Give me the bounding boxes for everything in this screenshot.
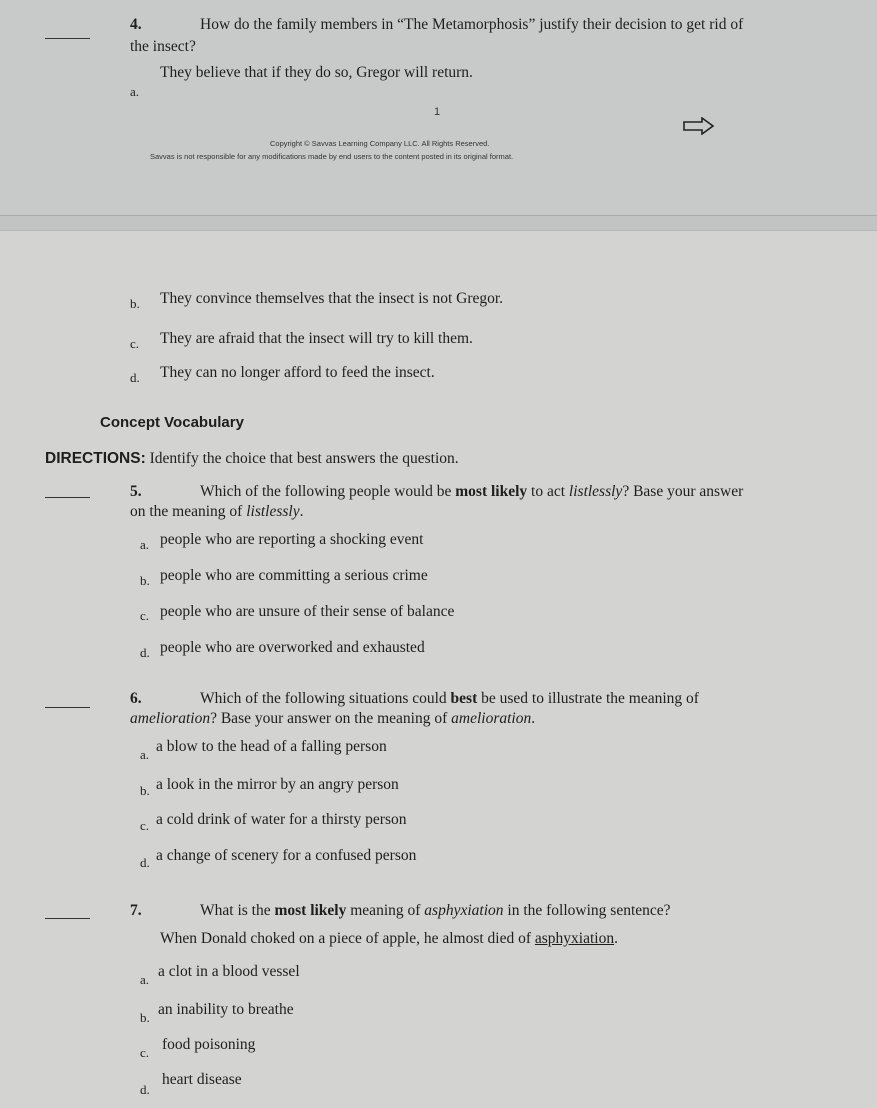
choice-label: c. xyxy=(140,1045,150,1060)
next-arrow-icon[interactable] xyxy=(683,117,715,140)
choice-label: c. xyxy=(140,818,150,833)
emphasis: best xyxy=(450,690,478,707)
answer-blank-4[interactable] xyxy=(45,38,90,39)
choice-label: a. xyxy=(130,84,140,99)
choice-label: b. xyxy=(140,573,150,588)
choice-label: d. xyxy=(140,645,150,660)
question-text xyxy=(200,690,699,708)
emphasis: most likely xyxy=(274,902,347,919)
choice-label: d. xyxy=(140,1082,150,1097)
choice-text: a cold drink of water for a thirsty person xyxy=(156,811,407,828)
text: ? Base your answer xyxy=(622,483,744,500)
choice-label: d. xyxy=(130,370,140,385)
choice-label: b. xyxy=(140,1010,150,1025)
choice-text: people who are reporting a shocking event xyxy=(160,531,424,548)
choice-label: c. xyxy=(140,608,150,623)
question-text: the insect? xyxy=(130,38,196,55)
vocab-word: asphyxiation xyxy=(424,902,504,919)
emphasis: most likely xyxy=(455,483,528,500)
question-number: 6. xyxy=(130,690,142,707)
choice-label: b. xyxy=(140,783,150,798)
choice-text: a change of scenery for a confused person xyxy=(156,847,417,864)
text: . xyxy=(299,503,304,520)
choice-text: food poisoning xyxy=(162,1036,256,1053)
choice-text: a clot in a blood vessel xyxy=(158,963,300,980)
page-break xyxy=(0,215,877,231)
question-text xyxy=(200,483,743,501)
choice-label: c. xyxy=(130,336,140,351)
choice-label: a. xyxy=(140,972,150,987)
directions-label: DIRECTIONS: xyxy=(45,450,146,467)
choice-text: They convince themselves that the insect is not Gregor. xyxy=(160,290,504,307)
text: ? Base your answer on the meaning of xyxy=(210,710,452,727)
text: What is the xyxy=(200,902,275,919)
choice-label: a. xyxy=(140,747,150,762)
directions xyxy=(45,450,459,468)
question-text xyxy=(130,503,304,521)
vocab-word: amelioration xyxy=(451,710,532,727)
page-number: 1 xyxy=(434,106,441,118)
choice-text: They are afraid that the insect will try to kill them. xyxy=(160,330,473,347)
question-text: How do the family members in “The Metamorphosis” justify their decision to get rid of xyxy=(200,16,744,33)
choice-label: d. xyxy=(140,855,150,870)
choice-text: heart disease xyxy=(162,1071,242,1088)
question-text xyxy=(200,902,671,920)
text: be used to illustrate the meaning of xyxy=(477,690,699,707)
choice-text: people who are unsure of their sense of balance xyxy=(160,603,455,620)
text: on the meaning of xyxy=(130,503,247,520)
text: . xyxy=(531,710,536,727)
text: meaning of xyxy=(346,902,425,919)
choice-text: people who are overworked and exhausted xyxy=(160,639,425,656)
copyright: Copyright © Savvas Learning Company LLC. All Rights Reserved. xyxy=(270,139,490,148)
text: When Donald choked on a piece of apple, he almost died of xyxy=(160,930,535,947)
question-number: 4. xyxy=(130,16,142,33)
choice-label: a. xyxy=(140,537,150,552)
question-number: 5. xyxy=(130,483,142,500)
question-text xyxy=(130,710,535,728)
choice-text: an inability to breathe xyxy=(158,1001,294,1018)
text: . xyxy=(614,930,618,947)
vocab-word: listlessly xyxy=(568,483,623,500)
vocab-word: listlessly xyxy=(246,503,300,520)
answer-blank-7[interactable] xyxy=(45,918,90,919)
section-title: Concept Vocabulary xyxy=(100,414,244,431)
answer-blank-5[interactable] xyxy=(45,497,90,498)
text: Which of the following situations could xyxy=(200,690,451,707)
question-number: 7. xyxy=(130,902,142,919)
disclaimer: Savvas is not responsible for any modifications made by end users to the content posted in its original format. xyxy=(150,152,514,161)
vocab-word: amelioration xyxy=(130,710,211,727)
choice-text: people who are committing a serious crime xyxy=(160,567,428,584)
choice-label: b. xyxy=(130,296,140,311)
answer-blank-6[interactable] xyxy=(45,707,90,708)
text: in the following sentence? xyxy=(503,902,671,919)
choice-text: a look in the mirror by an angry person xyxy=(156,776,399,793)
text: to act xyxy=(527,483,569,500)
text: Which of the following people would be xyxy=(200,483,456,500)
vocab-word: asphyxiation xyxy=(534,930,615,947)
example-sentence xyxy=(160,930,618,948)
choice-text: a blow to the head of a falling person xyxy=(156,738,387,755)
directions-text: Identify the choice that best answers the question. xyxy=(149,450,459,467)
choice-text: They believe that if they do so, Gregor will return. xyxy=(160,64,473,81)
choice-text: They can no longer afford to feed the insect. xyxy=(160,364,435,381)
